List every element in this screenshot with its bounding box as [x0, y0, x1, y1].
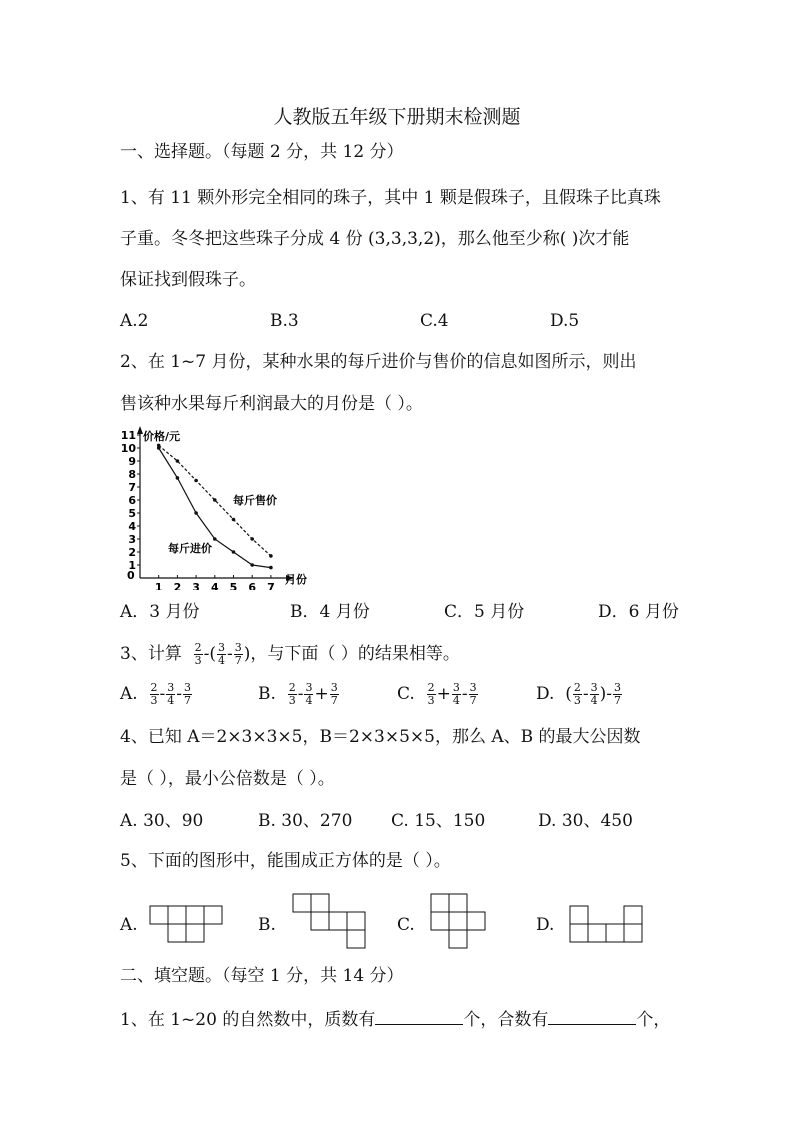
cost-point: [250, 563, 254, 567]
q1-option-d: D.5: [550, 311, 580, 331]
y-tick-label: 11: [120, 429, 136, 442]
cube-net-c: [430, 893, 490, 951]
q2-option-a: A．3 月份: [120, 602, 200, 622]
cost-point: [194, 511, 198, 515]
series-label-cost: 每斤进价: [168, 542, 212, 555]
x-tick-label: 1: [154, 581, 163, 590]
cost-point: [213, 537, 217, 541]
x-tick-label: 4: [210, 581, 219, 590]
frac-c: $\frac{3}{7}$: [234, 641, 242, 667]
q5-line1: 5、下面的图形中，能围成正方体的是（ ）。: [120, 851, 451, 871]
x-tick-label: 2: [173, 581, 182, 590]
q4-option-d: D. 30、450: [538, 811, 633, 831]
y-tick-label: 6: [128, 494, 136, 507]
sale-point: [232, 518, 236, 522]
q1-option-c: C.4: [420, 311, 449, 331]
y-tick-label: 4: [128, 520, 136, 533]
origin-label: 0: [127, 569, 135, 582]
fill-q1-part2: 个，合数有: [463, 1010, 549, 1030]
q3-option-b: B. $\frac{2}{3}$ - $\frac{3}{4}$ + $\frac{3}{7}$: [258, 681, 338, 707]
price-chart: [118, 422, 318, 590]
q3-option-a: A. $\frac{2}{3}$ - $\frac{3}{4}$ - $\frac{3}{7}$: [120, 681, 191, 707]
q4-line1: 4、已知 A＝2×3×3×5，B＝2×3×5×5，那么 A、B 的最大公因数: [120, 727, 641, 747]
y-tick-label: 2: [128, 546, 136, 559]
sale-point: [250, 537, 254, 541]
q2-line2: 售该种水果每斤利润最大的月份是（ ）。: [120, 394, 423, 414]
q5-option-b-label: B.: [258, 915, 276, 935]
fill-q1-part1: 1、在 1~20 的自然数中，质数有: [120, 1010, 376, 1030]
q5-option-d-label: D.: [536, 915, 555, 935]
sale-point: [213, 498, 217, 502]
q2-line1: 2、在 1~7 月份，某种水果的每斤进价与售价的信息如图所示，则出: [120, 352, 637, 372]
cost-point: [232, 550, 236, 554]
x-tick-label: 6: [248, 581, 257, 590]
q2-option-d: D．6 月份: [598, 602, 679, 622]
y-axis-label: 价格/元: [143, 430, 181, 443]
q3-line1: 3、计算 $\frac{2}{3}$ -( $\frac{3}{4}$ - $\frac{3}{7}$ )，与下面（ ）的结果相等。: [120, 641, 460, 667]
series-label-sale: 每斤售价: [233, 494, 277, 507]
x-axis-label: 月份: [285, 573, 307, 586]
cube-net-d: [569, 905, 645, 945]
q4-line2: 是（ ），最小公倍数是（ ）。: [120, 769, 335, 789]
cube-net-a: [149, 905, 225, 945]
q1-option-b: B.3: [270, 311, 299, 331]
q5-option-c-label: C.: [397, 915, 415, 935]
sale-point: [194, 479, 198, 483]
answer-blank-composites[interactable]: [548, 1008, 636, 1025]
q1-line3: 保证找到假珠子。: [120, 270, 256, 290]
x-tick-label: 3: [192, 581, 200, 590]
q3-suffix: ，与下面（ ）的结果相等。: [250, 644, 460, 664]
cube-net-b: [292, 893, 368, 951]
q4-option-b: B. 30、270: [258, 811, 353, 831]
page-title: 人教版五年级下册期末检测题: [273, 106, 521, 128]
cost-point: [157, 446, 161, 450]
frac-a: $\frac{2}{3}$: [194, 641, 202, 667]
fill-question-1: [120, 1008, 670, 1030]
q3-prefix: 3、计算: [120, 644, 182, 664]
x-tick-label: 7: [267, 581, 275, 590]
q1-line2: 子重。冬冬把这些珠子分成 4 份 (3,3,3,2)，那么他至少称( )次才能: [120, 229, 630, 249]
q2-option-c: C．5 月份: [444, 602, 525, 622]
q1-line1: 1、有 11 颗外形完全相同的珠子，其中 1 颗是假珠子，且假珠子比真珠: [120, 188, 661, 208]
q1-option-a: A.2: [120, 311, 149, 331]
section-heading-2: 二、填空题。（每空 1 分，共 14 分）: [120, 966, 404, 986]
y-tick-label: 1: [128, 559, 136, 572]
y-tick-label: 10: [120, 442, 136, 455]
y-tick-label: 9: [128, 455, 136, 468]
q3-option-d: D. ( $\frac{2}{3}$ - $\frac{3}{4}$ )- $\frac{3}{7}$: [536, 681, 622, 707]
q4-option-a: A. 30、90: [120, 811, 204, 831]
cost-point: [269, 566, 273, 570]
q5-option-a-label: A.: [120, 915, 138, 935]
q3-option-c: C. $\frac{2}{3}$ + $\frac{3}{4}$ - $\frac{3}{7}$: [397, 681, 477, 707]
q4-option-c: C. 15、150: [391, 811, 486, 831]
answer-blank-primes[interactable]: [375, 1008, 463, 1025]
y-tick-label: 8: [128, 468, 136, 481]
sale-point: [176, 459, 180, 463]
y-tick-label: 5: [128, 507, 136, 520]
y-tick-label: 3: [128, 533, 136, 546]
x-tick-label: 5: [229, 581, 238, 590]
frac-b: $\frac{3}{4}$: [218, 641, 226, 667]
section-heading: 一、选择题。（每题 2 分，共 12 分）: [120, 142, 404, 162]
cost-point: [176, 476, 180, 480]
fill-q1-part3: 个，: [636, 1010, 671, 1030]
sale-point: [269, 554, 273, 558]
q2-option-b: B．4 月份: [290, 602, 370, 622]
y-tick-label: 7: [128, 481, 136, 494]
